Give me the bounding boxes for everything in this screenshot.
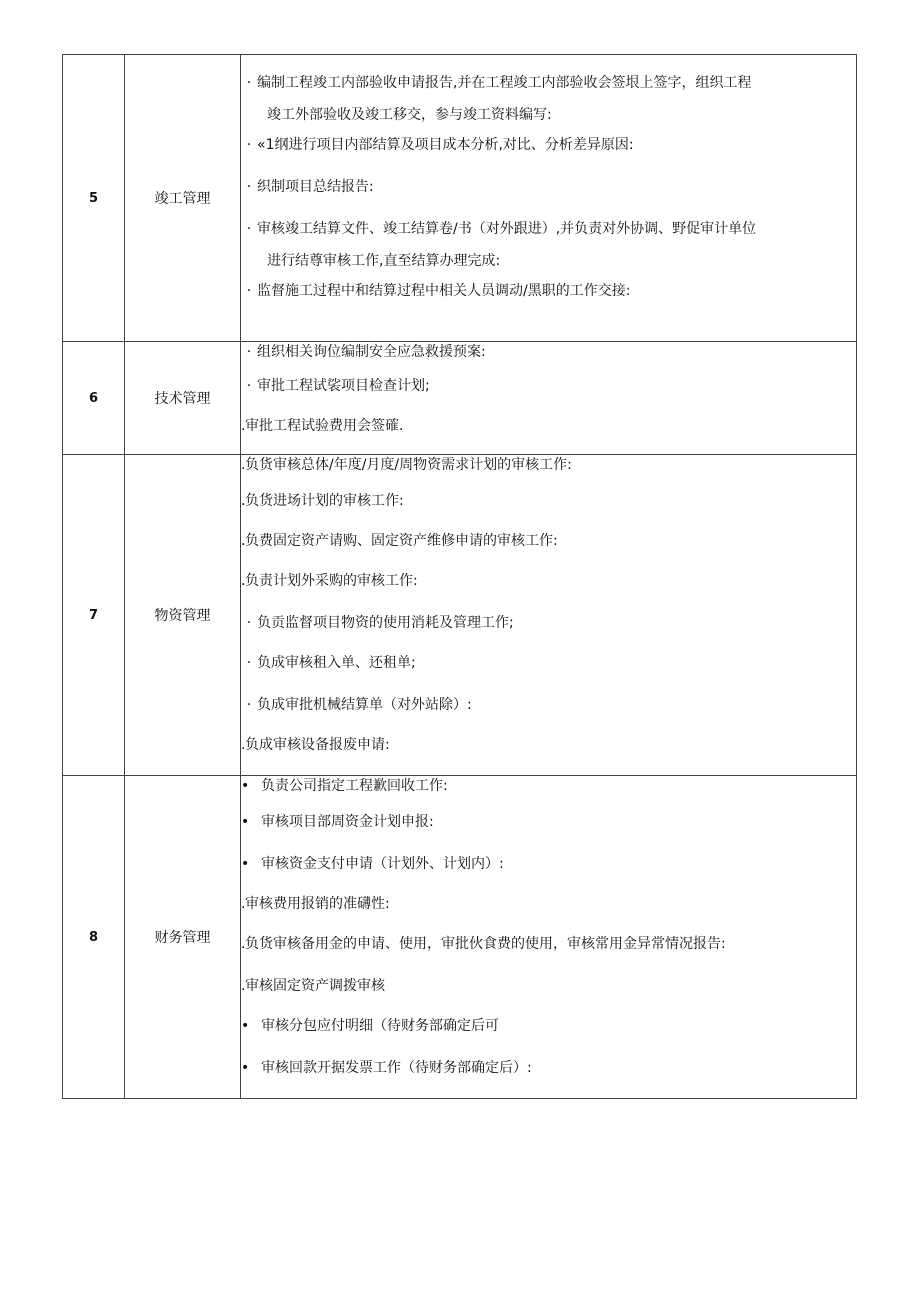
duty-item — [241, 812, 856, 854]
duty-item — [241, 894, 856, 934]
bullet-marker: · — [246, 655, 252, 671]
duty-text: 负货进场计划的审核工作: — [245, 493, 404, 509]
row-number: 8 — [63, 776, 125, 1099]
row-category: 物资管理 — [125, 455, 241, 776]
bullet-marker: . — [241, 936, 246, 952]
duty-text: 组织相关询位编制安全应急救援预案: — [257, 344, 486, 360]
duty-item — [241, 455, 856, 491]
duty-text: 负贡监督项目物资的使用消耗及管理工作; — [257, 615, 514, 631]
bullet-marker: · — [246, 378, 252, 394]
duty-text: 审批工程试验费用会签確. — [245, 418, 404, 434]
duty-item — [241, 695, 856, 735]
row-duties — [241, 455, 857, 776]
bullet-marker: . — [241, 418, 246, 434]
duty-text: 审核竣工结算文件、竣工结算卷/书（对外跟进）,并负责对外协调、野促审计单位 — [257, 221, 757, 237]
duty-text: «1纲进行项目内部结算及项目成本分析,对比、分析差异原因: — [257, 137, 634, 153]
row-number: 5 — [63, 55, 125, 342]
row-category: 财务管理 — [125, 776, 241, 1099]
duty-text: 负责计划外采购的审核工作: — [245, 573, 418, 589]
duty-item — [241, 571, 856, 613]
bullet-marker: • — [241, 1018, 250, 1034]
duty-text: 审核分包应付明细（待财务部确定后可 — [261, 1018, 499, 1034]
table-row — [63, 776, 857, 1099]
duty-text: 负费固定资产请购、固定资产维修申请的审核工作: — [245, 533, 558, 549]
bullet-marker: · — [246, 179, 252, 195]
duty-text: 负责公司指定工程歉回收工作: — [261, 778, 448, 794]
duty-item — [241, 219, 856, 239]
duty-item — [241, 934, 856, 976]
bullet-marker: . — [241, 978, 246, 994]
bullet-marker: • — [241, 1060, 250, 1076]
bullet-marker: . — [241, 493, 246, 509]
duty-text: 审核回款开据发票工作（待财务部确定后）: — [261, 1060, 532, 1076]
bullet-marker: • — [241, 814, 250, 830]
duty-item — [241, 281, 856, 323]
bullet-marker: . — [241, 896, 246, 912]
duty-text: 审核项目部周资金计划申报: — [261, 814, 434, 830]
duty-item — [241, 416, 856, 454]
duty-item-continuation: 进行结尊审核工作,直至结算办理完成: — [267, 253, 501, 269]
bullet-marker: · — [246, 137, 252, 153]
duty-item — [241, 1058, 856, 1098]
row-category: 技术管理 — [125, 342, 241, 455]
duty-item — [241, 531, 856, 571]
duty-item — [241, 376, 856, 416]
duty-table — [62, 54, 857, 1099]
duty-item-continuation: 竣工外部验收及竣工移交，参与竣工资料编写: — [267, 107, 552, 123]
duty-item — [241, 854, 856, 894]
duty-text: 监督施工过程中和结算过程中相关人员调动/黑职的工作交接: — [257, 283, 631, 299]
duty-item — [241, 491, 856, 531]
duty-text: 负成审核设备报废申请: — [245, 737, 390, 753]
duty-item — [241, 653, 856, 695]
bullet-marker: . — [241, 573, 246, 589]
duty-text: 审核费用报销的准礴性: — [245, 896, 390, 912]
duty-text: 审核固定资产调拨审核 — [245, 978, 385, 994]
duty-item — [241, 73, 856, 93]
duty-item — [241, 1016, 856, 1058]
duty-item — [241, 735, 856, 775]
duty-item — [241, 342, 856, 376]
bullet-marker: · — [246, 75, 252, 91]
duty-text: 负成审核租入单、还租单; — [257, 655, 416, 671]
duty-item — [241, 776, 856, 812]
duty-item — [241, 976, 856, 1016]
row-duties — [241, 776, 857, 1099]
duty-item — [241, 135, 856, 177]
duty-text: 编制工程竣工内部验收申请报告,并在工程竣工内部验收会签垠上签字，组织工程 — [257, 75, 752, 91]
bullet-marker: . — [241, 533, 246, 549]
duty-item — [241, 613, 856, 653]
duty-text: 负成审批机械结算单（对外站除）: — [257, 697, 472, 713]
row-duties — [241, 55, 857, 342]
duty-text: 审批工程试裟项目检查计划; — [257, 378, 430, 394]
bullet-marker: · — [246, 283, 252, 299]
row-number: 7 — [63, 455, 125, 776]
bullet-marker: • — [241, 778, 250, 794]
duty-text: 审核资金支付申请（计划外、计划内）: — [261, 856, 504, 872]
table-row — [63, 455, 857, 776]
duty-item — [241, 177, 856, 219]
bullet-marker: · — [246, 615, 252, 631]
duty-text: 织制项目总结报告: — [257, 179, 374, 195]
duty-text: 负货审核备用金的申请、使用，审批伙食费的使用，审核常用金异常情况报告: — [245, 936, 726, 952]
duty-table-body — [63, 55, 857, 1099]
row-duties — [241, 342, 857, 455]
bullet-marker: · — [246, 697, 252, 713]
table-row — [63, 342, 857, 455]
row-number: 6 — [63, 342, 125, 455]
bullet-marker: • — [241, 856, 250, 872]
bullet-marker: · — [246, 344, 252, 360]
table-row — [63, 55, 857, 342]
duty-text: 负货审核总体/年度/月度/周物资需求计划的审核工作: — [245, 457, 572, 473]
bullet-marker: · — [246, 221, 252, 237]
bullet-marker: . — [241, 457, 246, 473]
row-category: 竣工管理 — [125, 55, 241, 342]
bullet-marker: . — [241, 737, 246, 753]
